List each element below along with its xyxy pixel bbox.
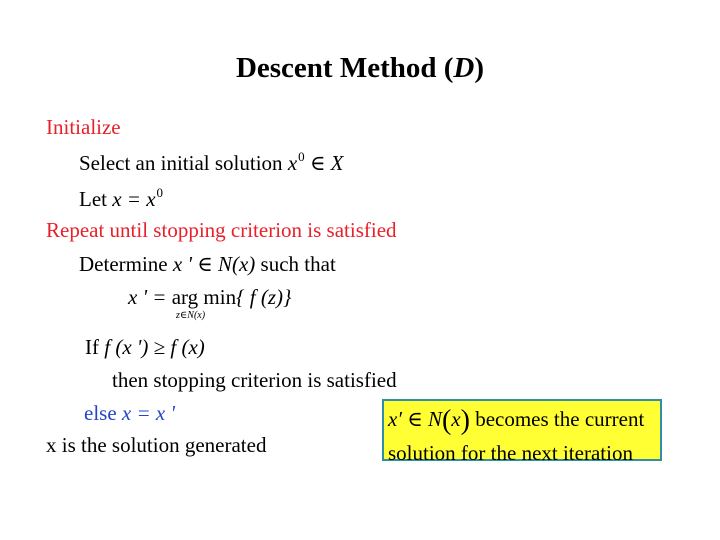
callout-line-1: x′ ∈ N(x) becomes the current — [388, 405, 645, 436]
select-initial-line: Select an initial solution $x^0$ ∈ X — [79, 149, 344, 175]
argmin-subscript: z∈N(x) — [176, 310, 206, 321]
let-line: Let $x = x^0$ — [79, 185, 164, 211]
else-line: else x = x ' — [84, 401, 175, 425]
if-line: If f (x ') ≥ f (x) — [85, 335, 205, 359]
repeat-heading: Repeat until stopping criterion is satisfied — [46, 218, 397, 242]
callout-box — [382, 399, 662, 465]
then-line: then stopping criterion is satisfied — [112, 368, 397, 392]
callout-line-2: solution for the next iteration — [388, 441, 633, 465]
initialize-heading: Initialize — [46, 115, 121, 139]
page-title: Descent Method (D) — [235, 52, 485, 84]
final-line: x is the solution generated — [46, 433, 267, 457]
determine-line: Determine x ' ∈ N(x) such that — [79, 252, 336, 276]
argmin-line: x ' = arg min{ f (z)} — [128, 285, 292, 309]
